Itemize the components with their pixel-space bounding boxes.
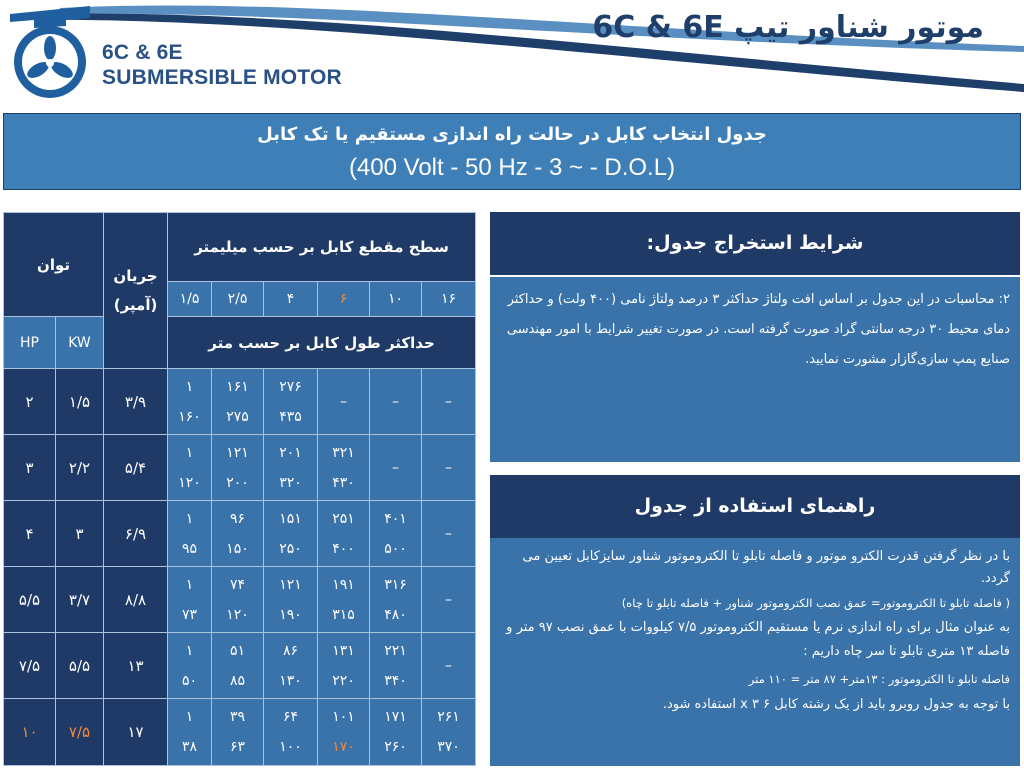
length-cell: ۲۲۱ ۳۴۰: [370, 633, 422, 699]
header: [0, 0, 1024, 105]
amp-cell: ۳/۹: [104, 369, 168, 435]
section-size: ۴: [264, 282, 318, 317]
amp-cell: ۵/۴: [104, 435, 168, 501]
table-row-highlight: [4, 699, 476, 766]
company-logo: [4, 2, 96, 102]
guide-paragraph-3: به عنوان مثال برای راه اندازی نرم یا مستقیم الکتروموتور ۷/۵ کیلووات با عمق نصب ۹۷ متر و فاصله ۱۳ متری تابلو تا سر چاه داریم :: [506, 620, 1010, 659]
amp-cell: ۱۳: [104, 633, 168, 699]
length-cell: –: [422, 567, 476, 633]
guide-paragraph-5: با توجه به جدول روبرو باید از یک رشته کابل ۶ x ۳ استفاده شود.: [662, 697, 1010, 712]
length-cell: ۱۲۱ ۱۹۰: [264, 567, 318, 633]
table-row: [4, 567, 476, 633]
length-cell: –: [370, 435, 422, 501]
section-header: سطح مقطع کابل بر حسب میلیمتر: [168, 213, 476, 282]
table-spec: (400 Volt - 50 Hz - 3 ~ - D.O.L): [348, 154, 676, 181]
kw-cell: ۳/۷: [56, 567, 104, 633]
unit-hp: HP: [4, 317, 56, 369]
length-cell: ۱۹۱ ۳۱۵: [318, 567, 370, 633]
power-header: توان: [4, 213, 104, 317]
guide-text: [490, 538, 1020, 766]
section-size: ۱۰: [370, 282, 422, 317]
kw-cell: ۳: [56, 501, 104, 567]
length-cell: –: [422, 501, 476, 567]
length-cell: ۴۰۱ ۵۰۰: [370, 501, 422, 567]
length-cell: ۲۶۱ ۳۷۰: [422, 699, 476, 766]
table-title-bar: [3, 113, 1021, 190]
kw-cell: ۲/۲: [56, 435, 104, 501]
table-row: [4, 633, 476, 699]
amp-cell: ۱۷: [104, 699, 168, 766]
length-cell: –: [422, 633, 476, 699]
conditions-heading: شرایط استخراج جدول:: [490, 212, 1020, 275]
length-cell: ۱ ۷۳: [168, 567, 212, 633]
length-cell: ۱۷۱ ۲۶۰: [370, 699, 422, 766]
section-size: ۱/۵: [168, 282, 212, 317]
hp-cell: ۲: [4, 369, 56, 435]
page-title: موتور شناور تیپ 6C & 6E: [592, 10, 984, 45]
length-cell: ۱ ۱۶۰: [168, 369, 212, 435]
conditions-text: [490, 277, 1020, 462]
length-cell: ۱۳۱ ۲۲۰: [318, 633, 370, 699]
length-cell-highlight: ۱۰۱ ۱۷۰: [318, 699, 370, 766]
table-row: [4, 501, 476, 567]
hp-cell: ۵/۵: [4, 567, 56, 633]
current-header: جریان (آمپر): [104, 213, 168, 369]
conditions-paragraph: ۲: محاسبات در این جدول بر اساس افت ولتاژ حداکثر ۳ درصد ولتاژ نامی (۴۰۰ ولت) و حداکثر دمای محیط ۳۰ درجه سانتی گراد صورت گرفته است. در صورت تغییر شرایط با امور مهندسی صنایع پمپ سازی‌گازار مشورت نمایید.: [506, 292, 1010, 367]
hp-cell: ۳: [4, 435, 56, 501]
hp-cell: ۷/۵: [4, 633, 56, 699]
length-cell: ۱۵۱ ۲۵۰: [264, 501, 318, 567]
brand-line-2: SUBMERSIBLE MOTOR: [102, 66, 342, 89]
length-header: حداکثر طول کابل بر حسب متر: [168, 317, 476, 369]
length-cell: ۳۲۱ ۴۳۰: [318, 435, 370, 501]
length-cell: ۱۲۱ ۲۰۰: [212, 435, 264, 501]
length-cell: ۳۱۶ ۴۸۰: [370, 567, 422, 633]
length-cell: ۹۶ ۱۵۰: [212, 501, 264, 567]
length-cell: ۵۱ ۸۵: [212, 633, 264, 699]
section-size: ۲/۵: [212, 282, 264, 317]
length-cell: ۲۷۶ ۴۳۵: [264, 369, 318, 435]
table-row: [4, 369, 476, 435]
length-cell: ۳۹ ۶۳: [212, 699, 264, 766]
length-cell: ۶۴ ۱۰۰: [264, 699, 318, 766]
length-cell: ۱۶۱ ۲۷۵: [212, 369, 264, 435]
hp-cell: ۱۰: [4, 699, 56, 766]
length-cell: ۸۶ ۱۳۰: [264, 633, 318, 699]
table-row: [4, 435, 476, 501]
unit-kw: KW: [56, 317, 104, 369]
cable-selection-table: [3, 212, 476, 766]
kw-cell: ۷/۵: [56, 699, 104, 766]
brand-line-1: 6C & 6E: [102, 41, 183, 64]
guide-paragraph-2: ( فاصله تابلو تا الکتروموتور= عمق نصب الکتروموتور شناور + فاصله تابلو تا چاه): [621, 596, 1010, 610]
section-size: ۱۶: [422, 282, 476, 317]
amp-cell: ۸/۸: [104, 567, 168, 633]
length-cell: ۱ ۳۸: [168, 699, 212, 766]
kw-cell: ۱/۵: [56, 369, 104, 435]
length-cell: ۷۴ ۱۲۰: [212, 567, 264, 633]
length-cell: –: [422, 435, 476, 501]
length-cell: ۱ ۱۲۰: [168, 435, 212, 501]
length-cell: ۲۰۱ ۳۲۰: [264, 435, 318, 501]
hp-cell: ۴: [4, 501, 56, 567]
guide-paragraph-4: فاصله تابلو تا الکتروموتور : ۱۳متر+ ۸۷ متر = ۱۱۰ متر: [748, 672, 1010, 686]
length-cell: ۲۵۱ ۴۰۰: [318, 501, 370, 567]
length-cell: ۱ ۵۰: [168, 633, 212, 699]
section-size-highlight: ۶: [318, 282, 370, 317]
length-cell: –: [370, 369, 422, 435]
length-cell: –: [318, 369, 370, 435]
amp-cell: ۶/۹: [104, 501, 168, 567]
guide-paragraph-1: با در نظر گرفتن قدرت الکترو موتور و فاصله تابلو تا الکتروموتور شناور سایزکابل تعیین می گردد.: [522, 549, 1010, 586]
length-cell: –: [422, 369, 476, 435]
length-cell: ۱ ۹۵: [168, 501, 212, 567]
kw-cell: ۵/۵: [56, 633, 104, 699]
guide-heading: راهنمای استفاده از جدول: [490, 475, 1020, 538]
table-title: جدول انتخاب کابل در حالت راه اندازی مستقیم یا تک کابل: [257, 124, 767, 145]
